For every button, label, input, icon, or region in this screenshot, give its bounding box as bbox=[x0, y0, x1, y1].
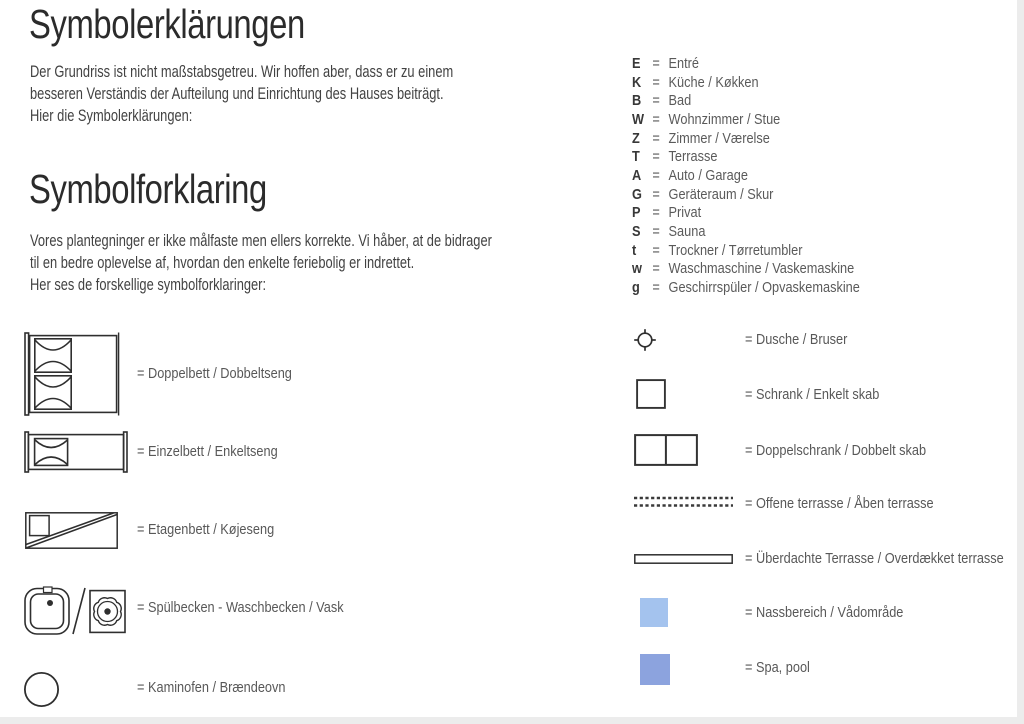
abbreviation-row: t = Trockner / Tørretumbler bbox=[632, 241, 803, 259]
german-intro bbox=[30, 61, 453, 127]
danish-title: Symbolforklaring bbox=[29, 166, 267, 212]
shower-label: = Dusche / Bruser bbox=[745, 331, 848, 348]
slash-separator bbox=[72, 587, 86, 635]
danish-intro-line: Her ses de forskellige symbolforklaringer: bbox=[30, 276, 267, 294]
double-bed-icon bbox=[24, 332, 121, 416]
double-cabinet-icon bbox=[634, 434, 698, 466]
abbreviation-row: A = Auto / Garage bbox=[632, 166, 748, 184]
double-cabinet-label: = Doppelschrank / Dobbelt skab bbox=[745, 442, 927, 459]
shower-icon bbox=[632, 327, 658, 353]
abbreviation-row: E = Entré bbox=[632, 55, 700, 72]
wood-stove-icon bbox=[23, 671, 60, 708]
bunk-bed-icon bbox=[25, 512, 118, 549]
danish-intro bbox=[30, 230, 492, 296]
abbreviation-row: w = Waschmaschine / Vaskemaskine bbox=[632, 260, 855, 278]
single-bed-label: = Einzelbett / Enkeltseng bbox=[137, 443, 278, 460]
wet-area-swatch bbox=[640, 598, 668, 627]
german-title: Symbolerklärungen bbox=[29, 1, 305, 47]
abbreviation-row: W = Wohnzimmer / Stue bbox=[632, 110, 781, 128]
sink-label: = Spülbecken - Waschbecken / Vask bbox=[137, 599, 344, 616]
abbreviation-row: g = Geschirrspüler / Opvaskemaskine bbox=[632, 278, 860, 296]
kitchen-sink-icon bbox=[24, 585, 70, 637]
abbreviation-row: B = Bad bbox=[632, 92, 692, 110]
page-bottom-edge bbox=[0, 717, 1024, 724]
abbreviation-row: G = Geräteraum / Skur bbox=[632, 185, 774, 203]
bunk-bed-label: = Etagenbett / Køjeseng bbox=[137, 521, 275, 538]
single-bed-icon bbox=[24, 431, 128, 473]
german-intro-line: Der Grundriss ist nicht maßstabsgetreu. Wir hoffen aber, dass er zu einem bbox=[30, 63, 454, 81]
german-intro-line: besseren Verständis der Aufteilung und Einrichtung des Hauses beiträgt. bbox=[30, 85, 444, 103]
page-right-edge bbox=[1017, 0, 1024, 724]
danish-intro-line: Vores plantegninger er ikke målfaste men ellers korrekte. Vi håber, at de bidrager bbox=[30, 232, 492, 250]
washbasin-icon bbox=[89, 589, 126, 634]
abbreviation-list bbox=[632, 55, 900, 298]
abbreviation-row: K = Küche / Køkken bbox=[632, 73, 759, 91]
spa-pool-swatch bbox=[640, 654, 670, 685]
stove-label: = Kaminofen / Brændeovn bbox=[137, 679, 286, 696]
covered-terrace-label: = Überdachte Terrasse / Overdækket terrasse bbox=[745, 550, 1004, 567]
german-intro-line: Hier die Symbolerklärungen: bbox=[30, 107, 193, 125]
covered-terrace-icon bbox=[634, 554, 733, 564]
open-terrace-label: = Offene terrasse / Åben terrasse bbox=[745, 495, 934, 512]
abbreviation-row: T = Terrasse bbox=[632, 148, 718, 166]
danish-intro-line: til en bedre oplevelse af, hvordan den enkelte feriebolig er indrettet. bbox=[30, 254, 415, 272]
abbreviation-row: Z = Zimmer / Værelse bbox=[632, 129, 770, 147]
open-terrace-icon bbox=[633, 495, 734, 509]
cabinet-icon bbox=[636, 379, 666, 409]
double-bed-label: = Doppelbett / Dobbeltseng bbox=[137, 365, 292, 382]
spa-pool-label: = Spa, pool bbox=[745, 659, 810, 676]
abbreviation-row: S = Sauna bbox=[632, 222, 706, 240]
wet-area-label: = Nassbereich / Vådområde bbox=[745, 604, 904, 621]
cabinet-label: = Schrank / Enkelt skab bbox=[745, 386, 880, 403]
abbreviation-row: P = Privat bbox=[632, 204, 702, 222]
